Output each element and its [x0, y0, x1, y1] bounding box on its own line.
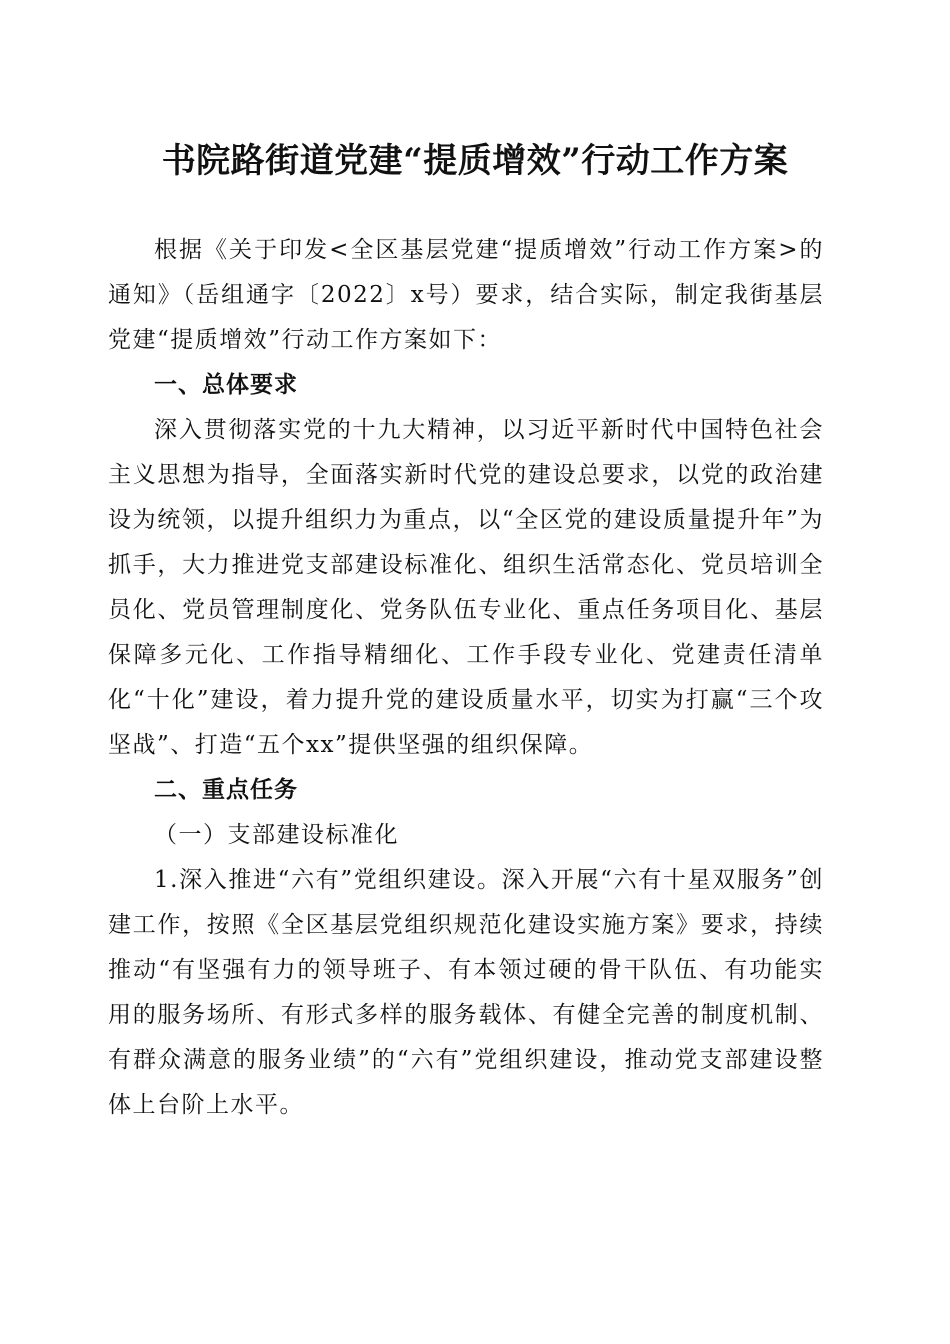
section-heading-general-requirements: 一、总体要求 [154, 372, 298, 398]
section-heading-key-tasks: 二、重点任务 [154, 777, 298, 803]
general-requirements-paragraph: 深入贯彻落实党的十九大精神，以习近平新时代中国特色社会主义思想为指导，全面落实新时代党的建设总要求，以党的政治建设为统领，以提升组织力为重点，以“全区党的建设质量提升年”为抓手，大力推进党支部建设标准化、组织生活常态化、党员培训全员化、党员管理制度化、党务队伍专业化、重点任务项目化、基层保障多元化、工作指导精细化、工作手段专业化、党建责任清单化“十化”建设，着力提升党的建设质量水平，切实为打赢“三个攻坚战”、打造“五个xx”提供坚强的组织保障。 [108, 417, 824, 758]
document-body [108, 228, 824, 1128]
document-title: 书院路街道党建“提质增效”行动工作方案 [161, 141, 789, 181]
subsection-heading-branch-standardization: （一）支部建设标准化 [154, 822, 399, 848]
intro-paragraph: 根据《关于印发<全区基层党建“提质增效”行动工作方案>的通知》（岳组通字〔2022〕x号）要求，结合实际，制定我街基层党建“提质增效”行动工作方案如下： [108, 237, 824, 353]
task-item-1-paragraph: 1.深入推进“六有”党组织建设。深入开展“六有十星双服务”创建工作，按照《全区基层党组织规范化建设实施方案》要求，持续推动“有坚强有力的领导班子、有本领过硬的骨干队伍、有功能实用的服务场所、有形式多样的服务载体、有健全完善的制度机制、有群众满意的服务业绩”的“六有”党组织建设，推动党支部建设整体上台阶上水平。 [108, 867, 824, 1118]
